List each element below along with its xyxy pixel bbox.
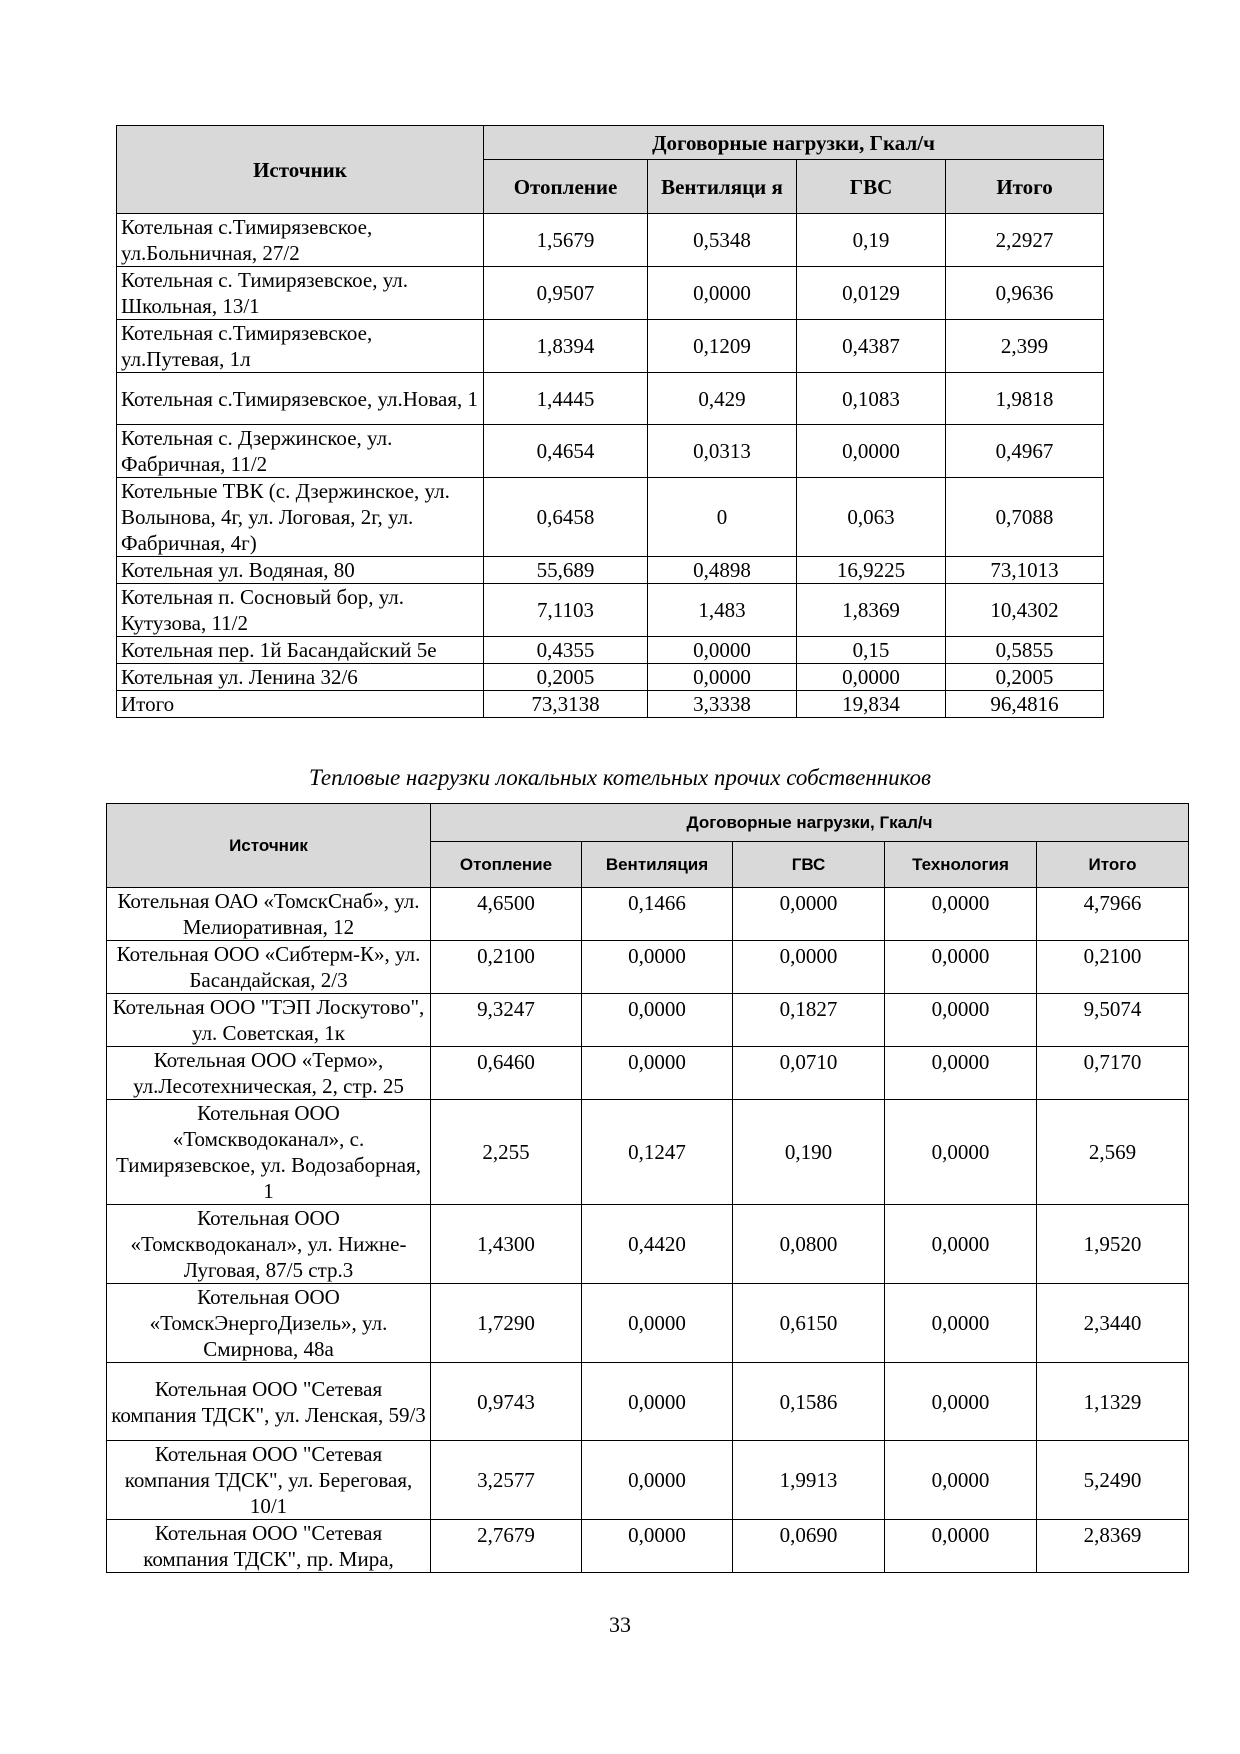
cell-source: Котельная с. Тимирязевское, ул. Школьная, 13/1 <box>117 267 484 320</box>
cell-source: Котельная ООО «ТомскЭнергоДизель», ул. Смирнова, 48а <box>107 1284 431 1363</box>
cell-gvs: 0,0000 <box>797 664 946 691</box>
cell-gvs: 0,0129 <box>797 267 946 320</box>
table-row <box>107 994 1189 1047</box>
cell-heating: 0,2005 <box>484 664 648 691</box>
cell-source: Котельная ОАО «ТомскСнаб», ул. Мелиоративная, 12 <box>107 888 431 941</box>
cell-gvs: 19,834 <box>797 691 946 718</box>
cell-source: Котельная с.Тимирязевское, ул.Новая, 1 <box>117 373 484 425</box>
cell-ventilation: 0,0313 <box>648 425 797 478</box>
cell-source: Котельная ООО «Термо», ул.Лесотехническая, 2, стр. 25 <box>107 1047 431 1100</box>
cell-gvs: 0,1586 <box>733 1363 885 1441</box>
header-gvs: ГВС <box>797 160 946 214</box>
table-row <box>107 941 1189 994</box>
cell-technology: 0,0000 <box>885 941 1037 994</box>
table-row <box>117 373 1104 425</box>
cell-source: Котельная с.Тимирязевское, ул.Путевая, 1л <box>117 320 484 373</box>
cell-gvs: 1,8369 <box>797 584 946 637</box>
cell-total: 10,4302 <box>946 584 1104 637</box>
table-row <box>107 1520 1189 1573</box>
cell-gvs: 0,0000 <box>797 425 946 478</box>
cell-gvs: 0,0710 <box>733 1047 885 1100</box>
cell-ventilation: 0,0000 <box>582 1441 733 1520</box>
cell-heating: 0,6458 <box>484 478 648 557</box>
header-total: Итого <box>1037 842 1189 888</box>
cell-source: Котельная ООО «Томскводоканал», ул. Нижне-Луговая, 87/5 стр.3 <box>107 1205 431 1284</box>
cell-ventilation: 0,1247 <box>582 1100 733 1205</box>
table-row <box>117 320 1104 373</box>
cell-source: Котельная ул. Водяная, 80 <box>117 557 484 584</box>
header-heating: Отопление <box>431 842 582 888</box>
cell-total: 0,9636 <box>946 267 1104 320</box>
cell-total: 4,7966 <box>1037 888 1189 941</box>
cell-gvs: 0,6150 <box>733 1284 885 1363</box>
cell-ventilation: 0,0000 <box>582 1520 733 1573</box>
cell-source: Котельная ООО "Сетевая компания ТДСК", ул. Береговая, 10/1 <box>107 1441 431 1520</box>
cell-heating: 2,255 <box>431 1100 582 1205</box>
cell-total: 73,1013 <box>946 557 1104 584</box>
cell-ventilation: 0,0000 <box>582 941 733 994</box>
cell-heating: 7,1103 <box>484 584 648 637</box>
cell-total: 9,5074 <box>1037 994 1189 1047</box>
cell-total: 1,9818 <box>946 373 1104 425</box>
cell-heating: 0,9743 <box>431 1363 582 1441</box>
cell-ventilation: 0,0000 <box>648 267 797 320</box>
cell-ventilation: 0,5348 <box>648 214 797 267</box>
cell-technology: 0,0000 <box>885 888 1037 941</box>
cell-heating: 1,8394 <box>484 320 648 373</box>
cell-heating: 1,4445 <box>484 373 648 425</box>
cell-ventilation: 3,3338 <box>648 691 797 718</box>
table-caption: Тепловые нагрузки локальных котельных прочих собственников <box>308 765 932 790</box>
cell-ventilation: 0,0000 <box>582 1363 733 1441</box>
cell-ventilation: 0,0000 <box>582 1047 733 1100</box>
header-ventilation: Вентиляци я <box>648 160 797 214</box>
cell-source: Котельная п. Сосновый бор, ул. Кутузова, 11/2 <box>117 584 484 637</box>
cell-source: Котельные ТВК (с. Дзержинское, ул. Волынова, 4г, ул. Логовая, 2г, ул. Фабричная, 4г) <box>117 478 484 557</box>
table-row <box>107 1441 1189 1520</box>
table-row <box>117 584 1104 637</box>
cell-gvs: 1,9913 <box>733 1441 885 1520</box>
cell-ventilation: 0,0000 <box>648 637 797 664</box>
page-number: 33 <box>609 1612 631 1637</box>
cell-technology: 0,0000 <box>885 1100 1037 1205</box>
cell-ventilation: 1,483 <box>648 584 797 637</box>
cell-gvs: 0,19 <box>797 214 946 267</box>
cell-heating: 2,7679 <box>431 1520 582 1573</box>
cell-source: Котельная ООО «Томскводоканал», с. Тимирязевское, ул. Водозаборная, 1 <box>107 1100 431 1205</box>
header-source: Источник <box>107 804 431 888</box>
header-group: Договорные нагрузки, Гкал/ч <box>431 804 1189 842</box>
table-row <box>117 214 1104 267</box>
header-gvs: ГВС <box>733 842 885 888</box>
cell-total: 2,399 <box>946 320 1104 373</box>
cell-gvs: 0,4387 <box>797 320 946 373</box>
cell-source: Котельная с. Дзержинское, ул. Фабричная, 11/2 <box>117 425 484 478</box>
cell-heating: 3,2577 <box>431 1441 582 1520</box>
cell-heating: 0,4654 <box>484 425 648 478</box>
cell-source: Котельная ООО "Сетевая компания ТДСК", ул. Ленская, 59/3 <box>107 1363 431 1441</box>
cell-total: 1,9520 <box>1037 1205 1189 1284</box>
cell-heating: 9,3247 <box>431 994 582 1047</box>
cell-ventilation: 0,429 <box>648 373 797 425</box>
cell-source: Котельная с.Тимирязевское, ул.Больничная, 27/2 <box>117 214 484 267</box>
table-row <box>117 267 1104 320</box>
cell-gvs: 0,1083 <box>797 373 946 425</box>
header-total: Итого <box>946 160 1104 214</box>
contract-loads-table <box>116 125 1104 718</box>
table-row <box>117 557 1104 584</box>
cell-total: 0,2100 <box>1037 941 1189 994</box>
cell-heating: 1,5679 <box>484 214 648 267</box>
cell-gvs: 0,190 <box>733 1100 885 1205</box>
cell-technology: 0,0000 <box>885 994 1037 1047</box>
cell-heating: 73,3138 <box>484 691 648 718</box>
cell-source: Котельная ООО "ТЭП Лоскутово", ул. Советская, 1к <box>107 994 431 1047</box>
table-row <box>107 1047 1189 1100</box>
cell-heating: 1,4300 <box>431 1205 582 1284</box>
table-row <box>107 888 1189 941</box>
cell-source: Котельная ООО «Сибтерм-К», ул. Басандайская, 2/3 <box>107 941 431 994</box>
other-owners-loads-table <box>106 803 1189 1573</box>
cell-ventilation: 0 <box>648 478 797 557</box>
cell-total: 0,5855 <box>946 637 1104 664</box>
cell-total: 2,569 <box>1037 1100 1189 1205</box>
table-row <box>117 664 1104 691</box>
cell-gvs: 0,0000 <box>733 941 885 994</box>
cell-ventilation: 0,4898 <box>648 557 797 584</box>
cell-ventilation: 0,0000 <box>582 994 733 1047</box>
cell-ventilation: 0,4420 <box>582 1205 733 1284</box>
cell-total: 0,2005 <box>946 664 1104 691</box>
cell-ventilation: 0,0000 <box>582 1284 733 1363</box>
cell-heating: 0,9507 <box>484 267 648 320</box>
cell-total: 2,2927 <box>946 214 1104 267</box>
header-source: Источник <box>117 126 484 214</box>
table-row <box>107 1205 1189 1284</box>
table-row <box>107 1284 1189 1363</box>
cell-heating: 1,7290 <box>431 1284 582 1363</box>
table-row <box>107 1363 1189 1441</box>
cell-gvs: 0,0690 <box>733 1520 885 1573</box>
table-total-row <box>117 691 1104 718</box>
cell-gvs: 0,1827 <box>733 994 885 1047</box>
header-technology: Технология <box>885 842 1037 888</box>
cell-ventilation: 0,1466 <box>582 888 733 941</box>
cell-ventilation: 0,1209 <box>648 320 797 373</box>
cell-gvs: 0,0800 <box>733 1205 885 1284</box>
cell-total: 1,1329 <box>1037 1363 1189 1441</box>
cell-heating: 4,6500 <box>431 888 582 941</box>
header-group: Договорные нагрузки, Гкал/ч <box>484 126 1104 160</box>
cell-source: Котельная ул. Ленина 32/6 <box>117 664 484 691</box>
cell-heating: 55,689 <box>484 557 648 584</box>
cell-total: 2,3440 <box>1037 1284 1189 1363</box>
table-row <box>117 478 1104 557</box>
cell-gvs: 0,15 <box>797 637 946 664</box>
table-row <box>117 425 1104 478</box>
table-row <box>107 1100 1189 1205</box>
header-heating: Отопление <box>484 160 648 214</box>
cell-source: Итого <box>117 691 484 718</box>
table-row <box>117 637 1104 664</box>
cell-technology: 0,0000 <box>885 1441 1037 1520</box>
cell-gvs: 0,0000 <box>733 888 885 941</box>
cell-technology: 0,0000 <box>885 1205 1037 1284</box>
cell-source: Котельная пер. 1й Басандайский 5е <box>117 637 484 664</box>
cell-technology: 0,0000 <box>885 1520 1037 1573</box>
header-ventilation: Вентиляция <box>582 842 733 888</box>
cell-source: Котельная ООО "Сетевая компания ТДСК", пр. Мира, <box>107 1520 431 1573</box>
cell-total: 0,4967 <box>946 425 1104 478</box>
cell-ventilation: 0,0000 <box>648 664 797 691</box>
cell-total: 0,7088 <box>946 478 1104 557</box>
cell-gvs: 16,9225 <box>797 557 946 584</box>
cell-total: 5,2490 <box>1037 1441 1189 1520</box>
cell-heating: 0,2100 <box>431 941 582 994</box>
cell-total: 96,4816 <box>946 691 1104 718</box>
cell-heating: 0,6460 <box>431 1047 582 1100</box>
cell-total: 2,8369 <box>1037 1520 1189 1573</box>
cell-gvs: 0,063 <box>797 478 946 557</box>
cell-technology: 0,0000 <box>885 1363 1037 1441</box>
cell-technology: 0,0000 <box>885 1284 1037 1363</box>
cell-technology: 0,0000 <box>885 1047 1037 1100</box>
cell-heating: 0,4355 <box>484 637 648 664</box>
cell-total: 0,7170 <box>1037 1047 1189 1100</box>
